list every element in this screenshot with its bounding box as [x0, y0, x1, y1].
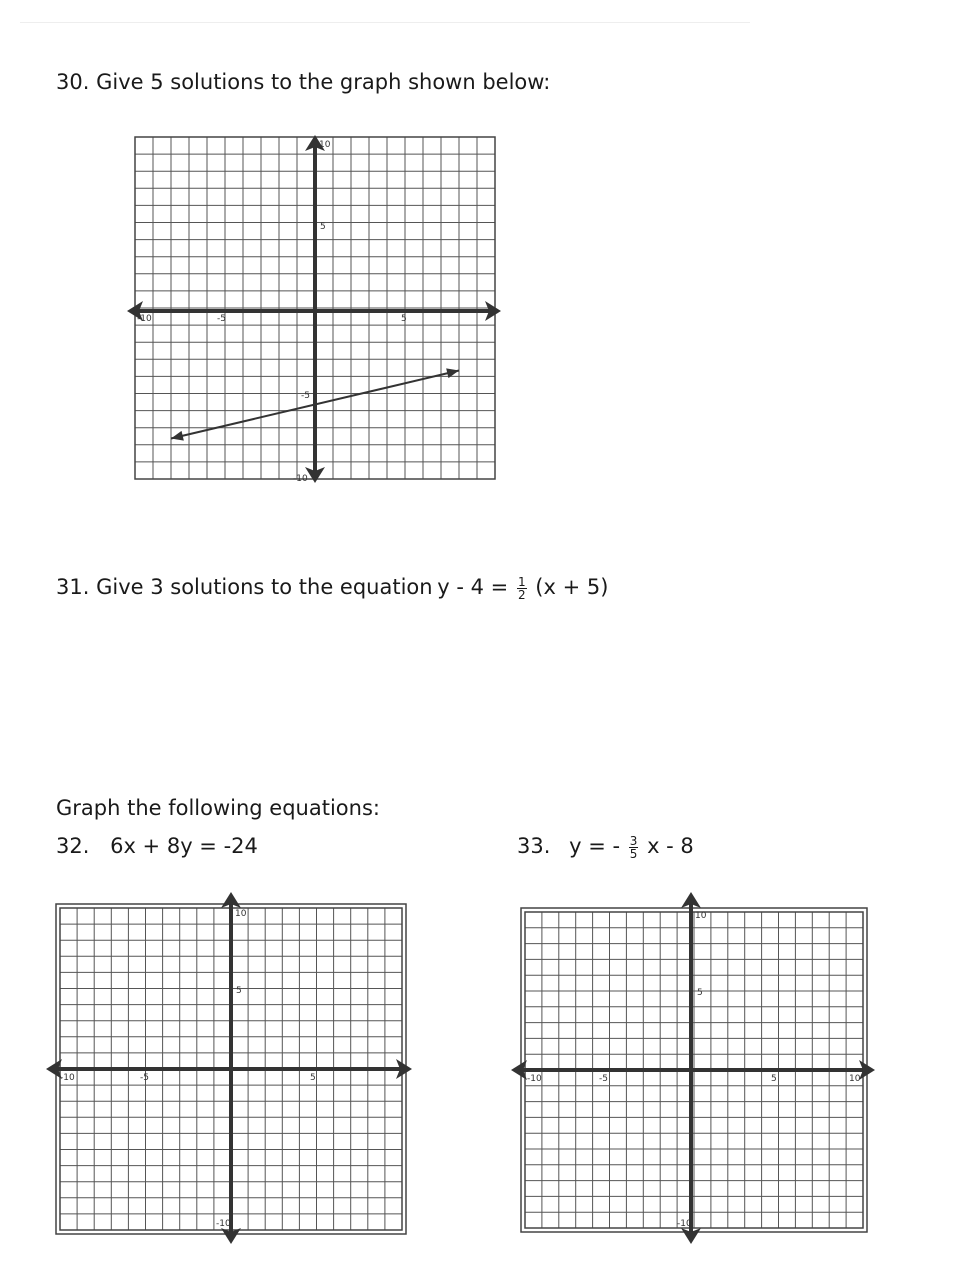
graph-30-label-xneg5: -5: [217, 314, 226, 324]
question-33-fraction-denominator: 5: [629, 846, 638, 861]
question-30-number: 30.: [56, 70, 90, 94]
graph-33-label-y5: 5: [697, 988, 703, 998]
scan-edge-line: [20, 22, 750, 23]
graph-30-line-start-arrow-icon: [171, 431, 184, 441]
question-32-number: 32.: [56, 834, 90, 858]
graph-33-label-ymax: 10: [695, 911, 707, 921]
graph-32-label-xmin: -10: [60, 1073, 75, 1083]
question-31-fraction: [517, 576, 527, 601]
graph-33-label-xmin: -10: [527, 1074, 542, 1084]
graph-30-label-y5: 5: [320, 222, 326, 232]
question-33-fraction-numerator: 3: [629, 833, 638, 848]
section-heading: Graph the following equations:: [56, 796, 380, 820]
question-31-fraction-denominator: 2: [517, 587, 526, 602]
graph-32: [46, 890, 416, 1250]
question-31-text: Give 3 solutions to the equation: [96, 575, 433, 599]
graph-30-label-yneg5: -5: [301, 391, 310, 401]
graph-32-label-ymax: 10: [235, 909, 247, 919]
graph-30-label-ymax: 10: [319, 140, 331, 150]
graph-33-label-ymin: -10: [677, 1219, 692, 1229]
question-33-fraction: [629, 835, 639, 860]
graph-33-label-xneg5: -5: [599, 1074, 608, 1084]
question-31-equation-lhs: y - 4 =: [437, 575, 509, 599]
question-32: [56, 834, 258, 858]
graph-32-label-xneg5: -5: [140, 1073, 149, 1083]
question-30-text: Give 5 solutions to the graph shown below:: [96, 70, 551, 94]
graph-30-label-x5: 5: [401, 314, 407, 324]
question-31-equation-rhs: (x + 5): [535, 575, 609, 599]
question-33-number: 33.: [517, 834, 551, 858]
graph-32-label-ymin: -10: [216, 1219, 231, 1229]
graph-30-label-xmin: -10: [137, 314, 152, 324]
question-33-equation-lhs: y = -: [569, 834, 621, 858]
question-31: [56, 575, 608, 601]
graph-33-label-xmax: 10: [849, 1074, 861, 1084]
question-31-fraction-numerator: 1: [517, 574, 526, 589]
graph-32-label-x5: 5: [310, 1073, 316, 1083]
graph-32-label-y5: 5: [236, 986, 242, 996]
graph-30: [125, 135, 505, 485]
question-31-number: 31.: [56, 575, 90, 599]
graph-33-label-x5: 5: [771, 1074, 777, 1084]
question-33-equation-rhs: x - 8: [647, 834, 694, 858]
question-33: [517, 834, 694, 860]
graph-30-label-ymin: -10: [293, 474, 308, 484]
question-32-equation: 6x + 8y = -24: [110, 834, 258, 858]
question-30: [56, 70, 550, 94]
graph-33: [509, 890, 879, 1250]
